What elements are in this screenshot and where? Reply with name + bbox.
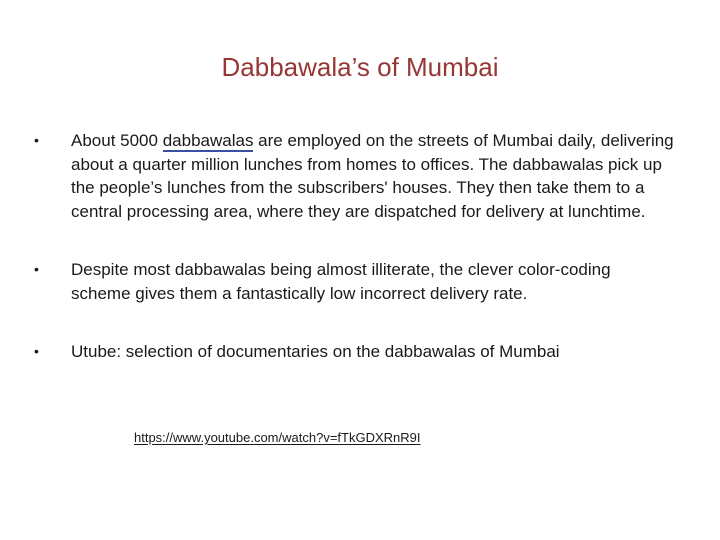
bullet-text-suffix: are employed on the streets of Mumbai daily, delivering about a quarter million lunches from homes to offices. The dabbawalas pick up the people’s lunches from the subscribers' houses. They then take them to a central processing area, where they are dispatched for delivery at lunchtime.	[71, 131, 674, 221]
bullet-marker: •	[34, 132, 39, 148]
bullet-marker: •	[34, 261, 39, 277]
bullet-marker: •	[34, 343, 39, 359]
bullet-item-employment	[34, 129, 674, 223]
youtube-link[interactable]: https://www.youtube.com/watch?v=fTkGDXRnR9I	[134, 430, 421, 445]
bullet-text: Despite most dabbawalas being almost illiterate, the clever color-coding scheme gives them a fantastically low incorrect delivery rate.	[71, 260, 611, 303]
bullet-item-utube	[34, 340, 674, 364]
slide-title: Dabbawala’s of Mumbai	[221, 52, 499, 82]
dabbawalas-link[interactable]: dabbawalas	[162, 131, 254, 150]
bullet-text-prefix: About 5000	[71, 131, 163, 150]
bullet-item-color-coding	[34, 258, 674, 305]
bullet-text: Utube: selection of documentaries on the dabbawalas of Mumbai	[71, 342, 560, 361]
bullet-list	[34, 129, 674, 399]
